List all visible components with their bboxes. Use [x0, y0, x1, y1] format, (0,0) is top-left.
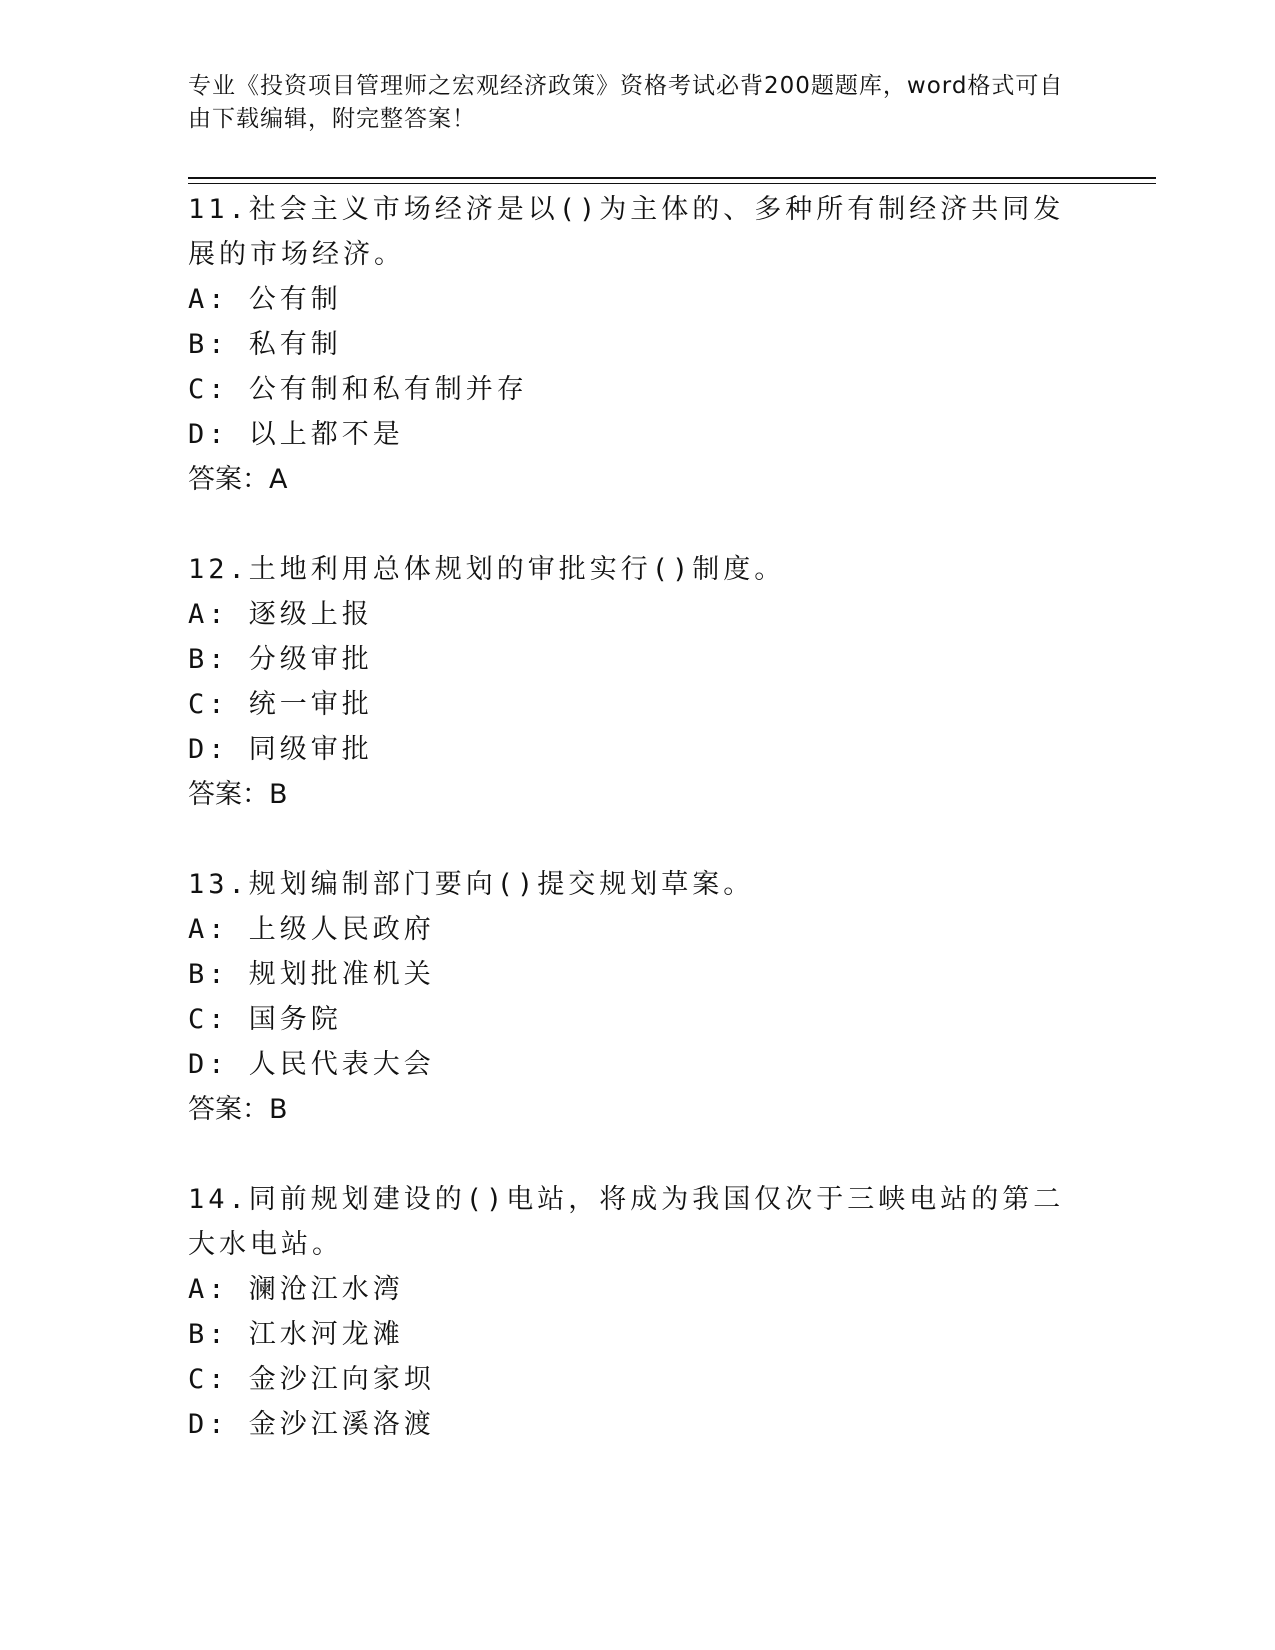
option-c: C: 公有制和私有制并存 [188, 374, 528, 405]
question-list [188, 187, 1088, 1492]
option-a: A: 公有制 [188, 284, 342, 315]
question-11 [188, 187, 1088, 502]
document-header [188, 70, 1068, 136]
question-stem: 11.社会主义市场经济是以()为主体的、多种所有制经济共同发展的市场经济。 [188, 194, 1065, 270]
question-stem: 12.土地利用总体规划的审批实行()制度。 [188, 554, 786, 585]
header-title: 专业《投资项目管理师之宏观经济政策》资格考试必背200题题库，word格式可自由下载编辑，附完整答案！ [188, 73, 1064, 132]
option-c: C: 统一审批 [188, 689, 373, 720]
option-d: D: 同级审批 [188, 734, 373, 765]
option-a: A: 上级人民政府 [188, 914, 435, 945]
option-a: A: 澜沧江水湾 [188, 1274, 404, 1305]
question-stem: 14.同前规划建设的()电站，将成为我国仅次于三峡电站的第二大水电站。 [188, 1184, 1065, 1260]
question-stem: 13.规划编制部门要向()提交规划草案。 [188, 869, 755, 900]
option-b: B: 分级审批 [188, 644, 373, 675]
answer-line: 答案：B [188, 1094, 288, 1125]
question-14 [188, 1177, 1088, 1447]
option-b: B: 规划批准机关 [188, 959, 435, 990]
option-c: C: 国务院 [188, 1004, 342, 1035]
option-b: B: 江水河龙滩 [188, 1319, 404, 1350]
option-d: D: 金沙江溪洛渡 [188, 1409, 435, 1440]
option-d: D: 以上都不是 [188, 419, 404, 450]
option-b: B: 私有制 [188, 329, 342, 360]
option-a: A: 逐级上报 [188, 599, 373, 630]
header-divider-thick [188, 177, 1156, 179]
answer-line: 答案：A [188, 464, 288, 495]
question-12 [188, 547, 1088, 817]
header-divider-thin [188, 183, 1156, 184]
option-c: C: 金沙江向家坝 [188, 1364, 435, 1395]
option-d: D: 人民代表大会 [188, 1049, 435, 1080]
question-13 [188, 862, 1088, 1132]
answer-line: 答案：B [188, 779, 288, 810]
